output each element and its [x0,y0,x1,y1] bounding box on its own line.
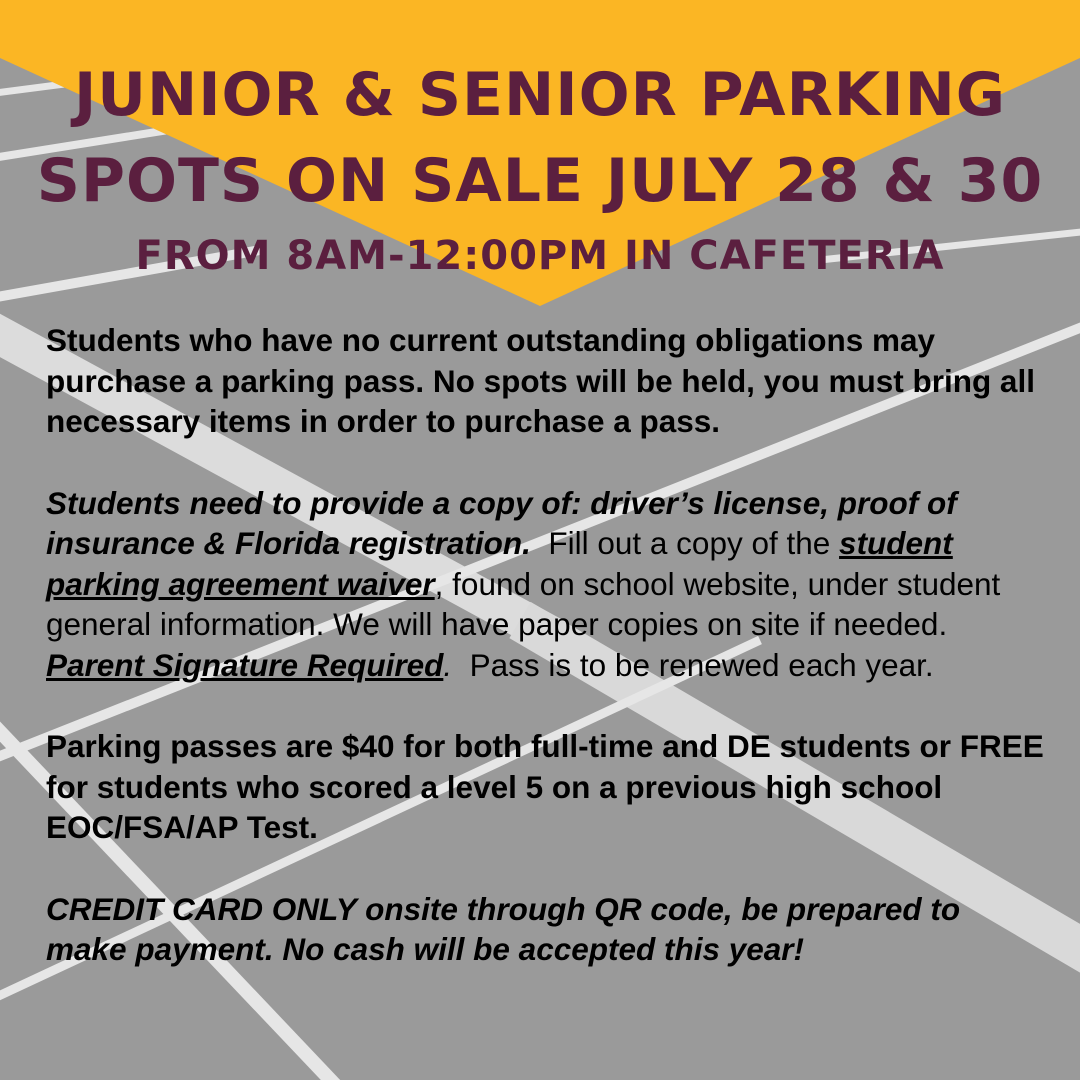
payment-paragraph: CREDIT CARD ONLY onsite through QR code, be prepared to make payment. No cash will be accepted this year! [46,890,961,967]
title-line-2: SPOTS ON SALE JULY 28 & 30 [36,146,1044,216]
pricing-paragraph: Parking passes are $40 for both full-time and DE students or FREE for students who scored a level 5 on a previous high school EOC/FSA/AP Test. [46,728,1044,845]
requirements-paragraph [46,483,1046,686]
parent-signature-note: Parent Signature Required [46,646,444,683]
fill-out-text: Fill out a copy of the [548,525,831,561]
body-text [46,320,1046,1011]
required-documents: Students need to provide a copy of: driver’s license, proof of insurance & Florida registration. [46,484,957,561]
page-subtitle: FROM 8AM-12:00PM IN CAFETERIA [135,233,945,279]
eligibility-paragraph: Students who have no current outstanding obligations may purchase a parking pass. No spots will be held, you must bring all necessary items in order to purchase a pass. [46,322,1035,439]
waiver-location-text: , found on school website, under student general information. We will have paper copies on site if needed. [46,565,1001,642]
title-line-1: JUNIOR & SENIOR PARKING [73,60,1007,130]
renewal-note: Pass is to be renewed each year. [469,646,934,683]
waiver-link[interactable]: student parking agreement waiver [46,525,953,602]
signature-period: . [443,646,453,683]
page-title [0,52,1080,224]
